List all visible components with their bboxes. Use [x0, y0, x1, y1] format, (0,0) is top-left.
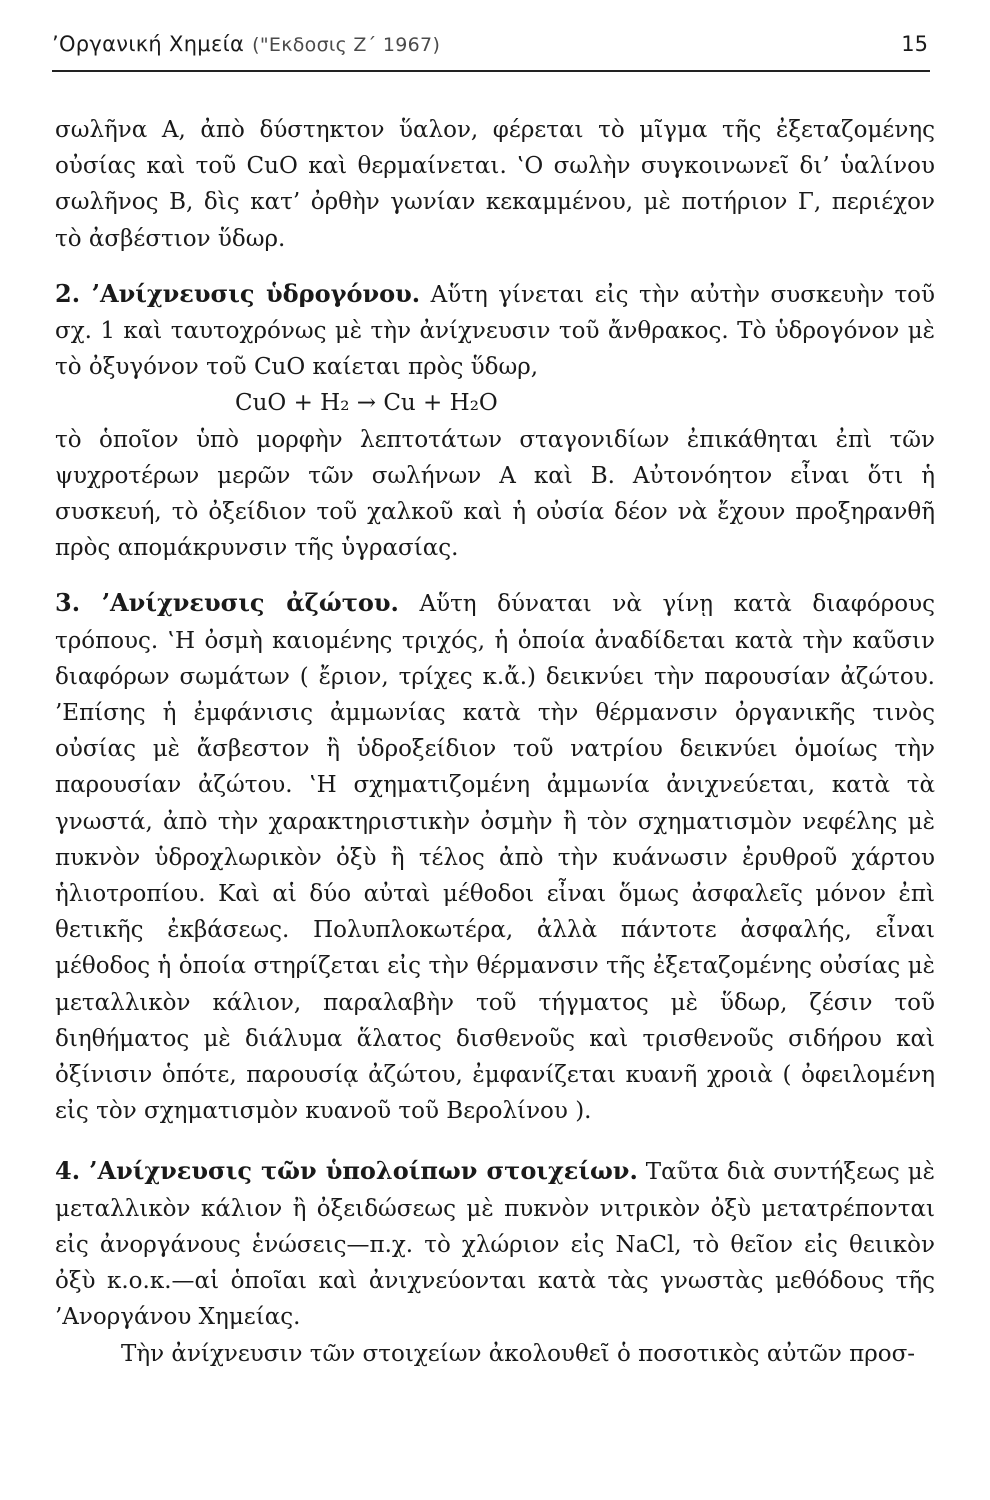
section-4-text: Ταῦτα διὰ συντήξεως μὲ μεταλλικὸν κάλιον ἢ ὀξειδώσεως μὲ πυκνὸν νιτρικὸν ὀξὺ μετατρέπονται εἰς ἀνοργάνους ἑνώσεις—π.χ. τὸ χλώριον εἰς NaCl, τὸ θεῖον εἰς θειικὸν ὀξὺ κ.ο.κ.—αἱ ὁποῖαι καὶ ἀνιχνεύονται κατὰ τὰς γνωστὰς μεθόδους τῆς ’Ανοργάνου Χημείας. [55, 1159, 935, 1331]
section-3-text: Αὕτη δύναται νὰ γίνῃ κατὰ διαφόρους τρόπους. ‛Η ὀσμὴ καιομένης τριχός, ἡ ὁποία ἀναδίδεται κατὰ τὴν καῦσιν διαφόρων σωμάτων ( ἔριον, τρίχες κ.ἄ.) δεικνύει τὴν παρουσίαν ἀζώτου. ’Επίσης ἡ ἐμφάνισις ἀμμωνίας κατὰ τὴν θέρμανσιν ὀργανικῆς τινὸς οὐσίας μὲ ἄσβεστον ἢ ὑδροξείδιον τοῦ νατρίου δεικνύει ὁμοίως τὴν παρουσίαν ἀζώτου. ‛Η σχηματιζομένη ἀμμωνία ἀνιχνεύεται, κατὰ τὰ γνωστά, ἀπὸ τὴν χαρακτηριστικὴν ὀσμὴν ἢ τὸν σχηματισμὸν νεφέλης μὲ πυκνὸν ὑδροχλωρικὸν ὀξὺ ἢ τέλος ἀπὸ τὴν κυάνωσιν ἐρυθροῦ χάρτου ἡλιοτροπίου. Καὶ αἱ δύο αὐταὶ μέθοδοι εἶναι ὅμως ἀσφαλεῖς μόνον ἐπὶ θετικῆς ἐκβάσεως. Πολυπλοκωτέρα, ἀλλὰ πάντοτε ἀσφαλής, εἶναι μέθοδος ἡ ὁποία στηρίζεται εἰς τὴν θέρμανσιν τῆς ἐξεταζομένης οὐσίας μὲ μεταλλικὸν κάλιον, παραλαβὴν τοῦ τήγματος μὲ ὕδωρ, ζέσιν τοῦ διηθήματος μὲ διάλυμα ἅλατος δισθενοῦς καὶ τρισθενοῦς σιδήρου καὶ ὀξίνισιν ὁπότε, παρουσίᾳ ἀζώτου, ἐμφανίζεται κυανῆ χροιὰ ( ὀφειλομένη εἰς τὸν σχηματισμὸν κυανοῦ τοῦ Βερολίνου ). [55, 591, 935, 1125]
book-title: ’Οργανική Χημεία [52, 32, 245, 56]
header-rule [52, 70, 930, 72]
section-2-text: Αὕτη γίνεται εἰς τὴν αὐτὴν συσκευὴν τοῦ σχ. 1 καὶ ταυτοχρόνως μὲ τὴν ἀνίχνευσιν τοῦ ἄνθρακος. Τὸ ὑδρογόνον μὲ τὸ ὀξυγόνον τοῦ CuO καίεται πρὸς ὕδωρ, [55, 281, 935, 381]
section-2-heading: 2. ’Ανίχνευσις ὑδρογόνου. [55, 278, 421, 308]
edition-note: ("Εκδοσις Ζ΄ 1967) [252, 34, 441, 56]
intro-paragraph: σωλῆνα Α, ἀπὸ δύστηκτον ὕαλον, φέρεται τὸ μῖγμα τῆς ἐξεταζομένης οὐσίας καὶ τοῦ CuO καὶ θερμαίνεται. ‛Ο σωλὴν συγκοινωνεῖ δι’ ὑαλίνου σωλῆνος Β, δὶς κατ’ ὀρθὴν γωνίαν κεκαμμένου, μὲ ποτήριον Γ, περιέχον τὸ ἀσβέστιον ὕδωρ. [55, 117, 935, 252]
page-number: 15 [901, 32, 928, 56]
section-2-paragraph [55, 276, 935, 386]
section-4-heading: 4. ’Ανίχνευσις τῶν ὑπολοίπων στοιχείων. [55, 1156, 638, 1186]
section-2-continuation: τὸ ὁποῖον ὑπὸ μορφὴν λεπτοτάτων σταγονιδίων ἐπικάθηται ἐπὶ τῶν ψυχροτέρων μερῶν τῶν σωλήνων Α καὶ Β. Αὐτονόητον εἶναι ὅτι ἡ συσκευή, τὸ ὀξείδιον τοῦ χαλκοῦ καὶ ἡ οὐσία δέον νὰ ἔχουν προξηρανθῆ πρὸς απομάκρυνσιν τῆς ὑγρασίας. [55, 426, 935, 562]
section-3-paragraph [55, 585, 935, 1129]
header-title [52, 32, 440, 56]
final-paragraph: Τὴν ἀνίχνευσιν τῶν στοιχείων ἀκολουθεῖ ὁ ποσοτικὸς αὐτῶν προσ- [121, 1340, 916, 1367]
chemical-equation: CuO + H₂ → Cu + H₂O [235, 390, 498, 417]
section-4-paragraph [55, 1153, 935, 1335]
section-3-heading: 3. ’Ανίχνευσις ἀζώτου. [55, 588, 399, 618]
running-header [52, 30, 928, 66]
page-body [55, 112, 935, 1372]
